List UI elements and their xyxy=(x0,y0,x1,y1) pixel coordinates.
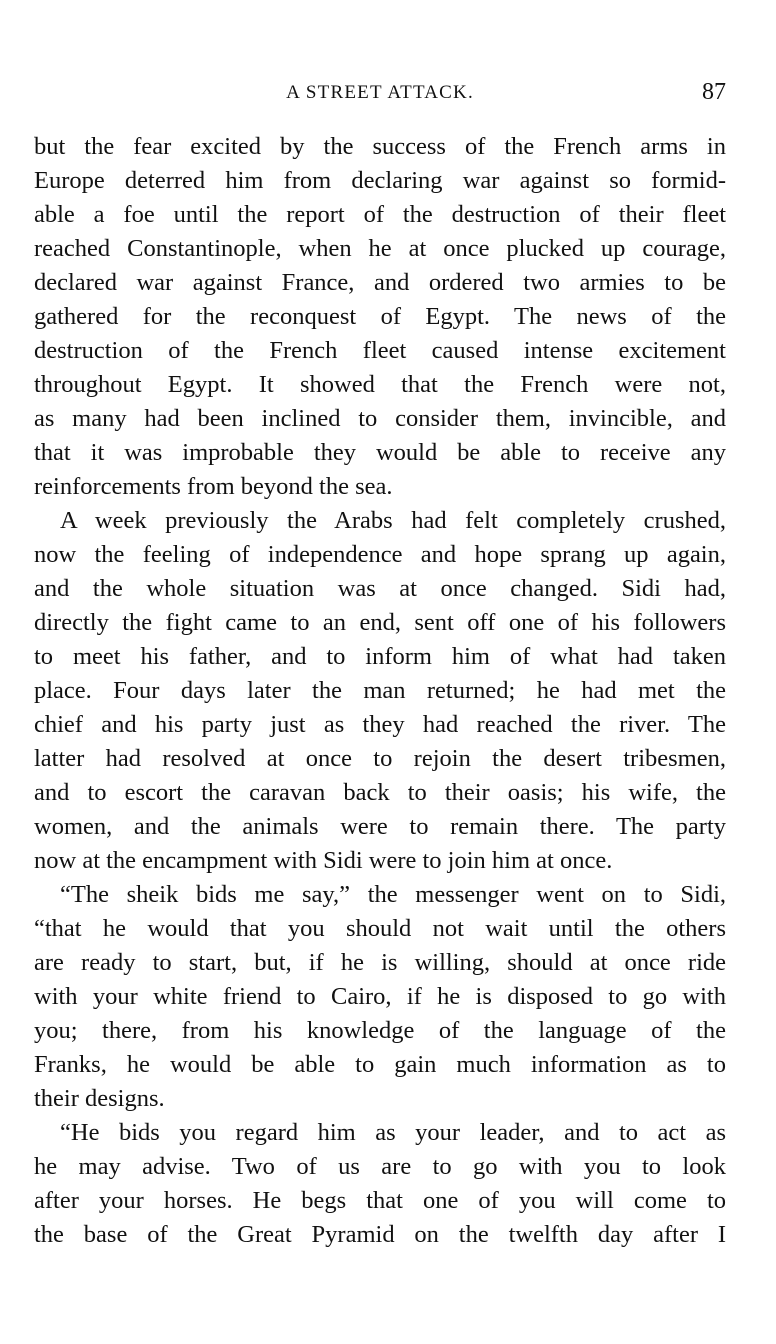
text-line: their designs. xyxy=(34,1085,165,1112)
text-line: after your horses. He begs that one of you will come to xyxy=(34,1187,726,1214)
text-line: now the feeling of independence and hope sprang up again, xyxy=(34,541,726,568)
text-line: gathered for the reconquest of Egypt. The news of the xyxy=(34,303,726,330)
text-line: A week previously the Arabs had felt completely crushed, xyxy=(60,507,726,534)
text-line: Franks, he would be able to gain much information as to xyxy=(34,1051,726,1078)
text-line: declared war against France, and ordered two armies to be xyxy=(34,269,726,296)
text-line: reinforcements from beyond the sea. xyxy=(34,473,393,500)
text-line: latter had resolved at once to rejoin the desert tribesmen, xyxy=(34,745,726,772)
running-title: A STREET ATTACK. xyxy=(286,82,474,103)
text-line: that it was improbable they would be able to receive any xyxy=(34,439,726,466)
text-line: and to escort the caravan back to their oasis; his wife, the xyxy=(34,779,726,806)
page-header xyxy=(34,80,726,110)
text-line: Europe deterred him from declaring war against so formid- xyxy=(34,167,726,194)
text-line: throughout Egypt. It showed that the French were not, xyxy=(34,371,726,398)
text-line: “that he would that you should not wait until the others xyxy=(34,915,726,942)
text-line: he may advise. Two of us are to go with you to look xyxy=(34,1153,726,1180)
text-line: as many had been inclined to consider them, invincible, and xyxy=(34,405,726,432)
text-line: able a foe until the report of the destruction of their fleet xyxy=(34,201,726,228)
text-line: destruction of the French fleet caused intense excitement xyxy=(34,337,726,364)
text-line: the base of the Great Pyramid on the twelfth day after I xyxy=(34,1221,726,1248)
text-line: chief and his party just as they had reached the river. The xyxy=(34,711,726,738)
text-line: “He bids you regard him as your leader, and to act as xyxy=(60,1119,726,1146)
text-line: you; there, from his knowledge of the language of the xyxy=(34,1017,726,1044)
text-line: “The sheik bids me say,” the messenger went on to Sidi, xyxy=(60,881,726,908)
text-line: women, and the animals were to remain there. The party xyxy=(34,813,726,840)
text-line: with your white friend to Cairo, if he is disposed to go with xyxy=(34,983,726,1010)
page-number: 87 xyxy=(702,79,726,105)
body-text xyxy=(34,130,726,1252)
text-line: now at the encampment with Sidi were to join him at once. xyxy=(34,847,613,874)
text-line: are ready to start, but, if he is willing, should at once ride xyxy=(34,949,726,976)
text-line: but the fear excited by the success of the French arms in xyxy=(34,133,726,160)
text-line: and the whole situation was at once changed. Sidi had, xyxy=(34,575,726,602)
text-line: reached Constantinople, when he at once plucked up courage, xyxy=(34,235,726,262)
text-line: directly the fight came to an end, sent off one of his followers xyxy=(34,609,726,636)
text-line: to meet his father, and to inform him of what had taken xyxy=(34,643,726,670)
text-line: place. Four days later the man returned; he had met the xyxy=(34,677,726,704)
